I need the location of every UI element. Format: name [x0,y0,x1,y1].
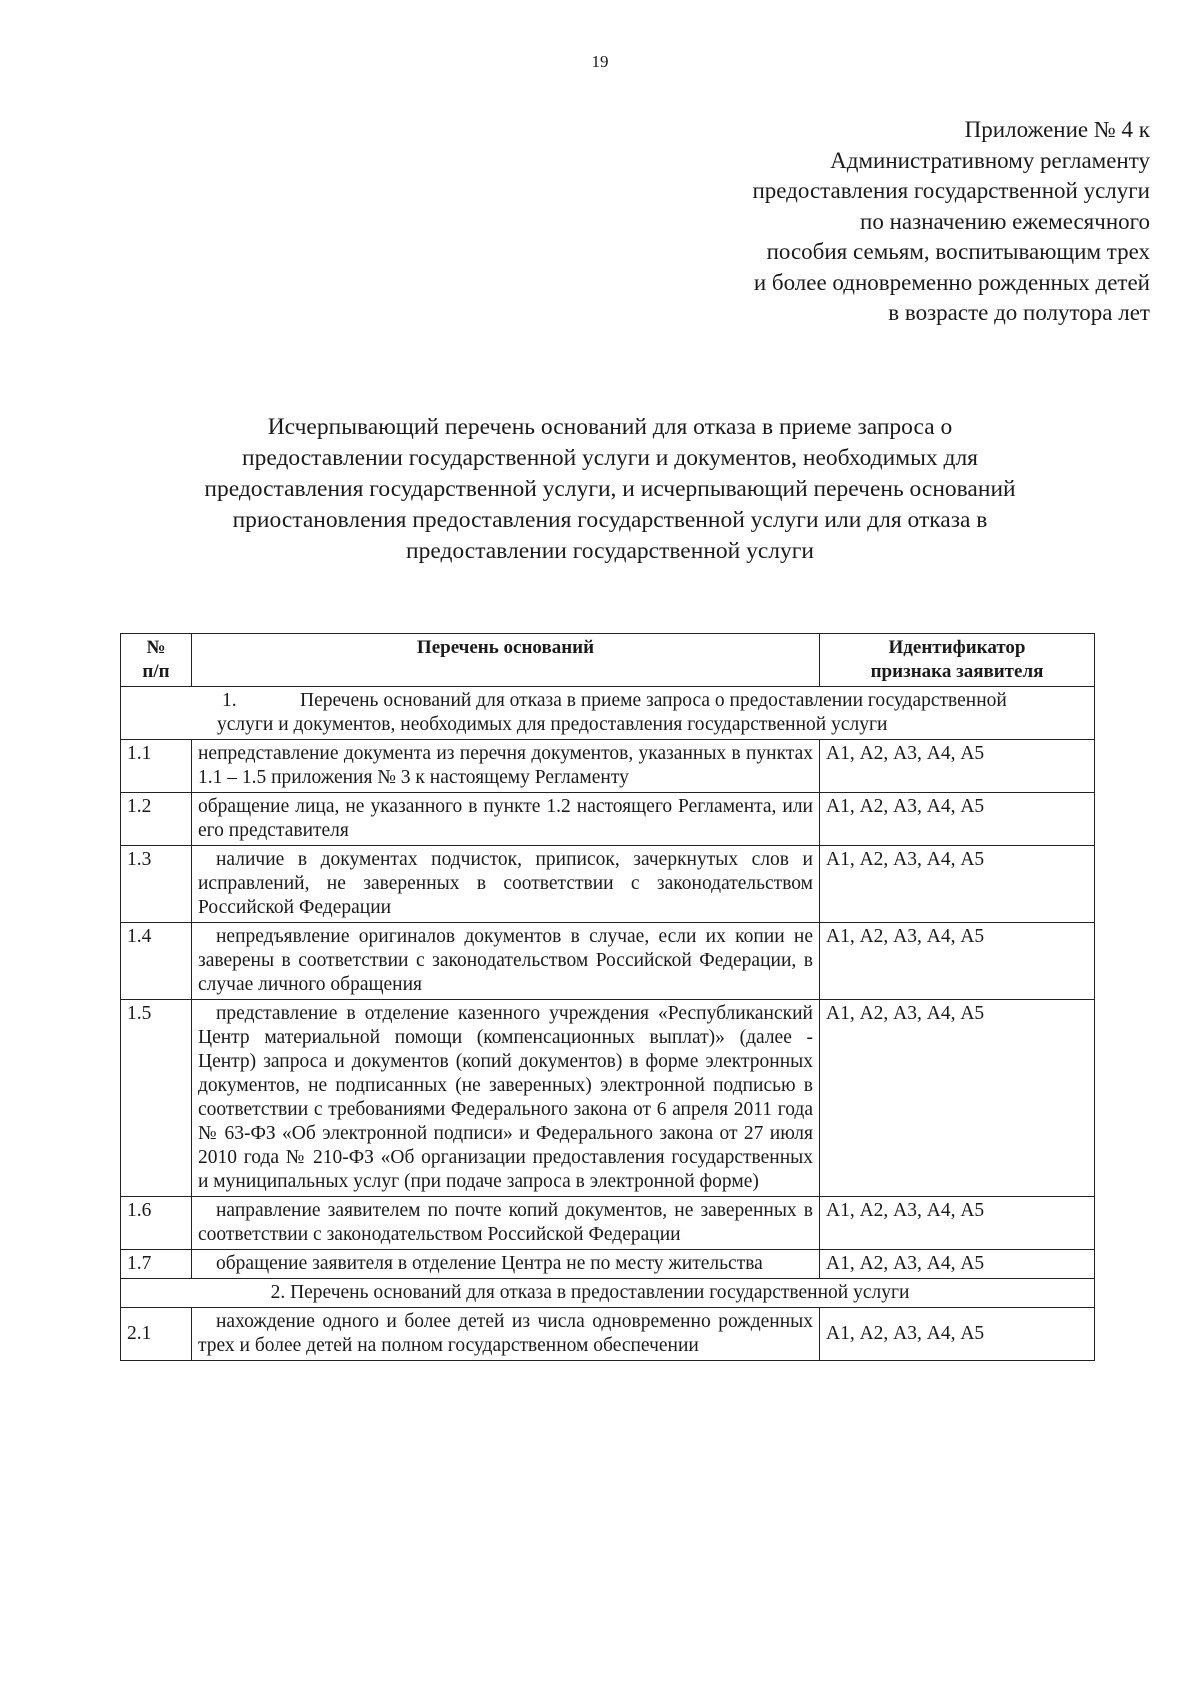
title-line: предоставлении государственной услуги [406,538,814,564]
row-identifier: А1, А2, А3, А4, А5 [820,1000,1095,1197]
appendix-line: Приложение № 4 к [964,117,1150,142]
section-1-title [121,687,1095,740]
row-number: 1.4 [121,923,192,1000]
row-reason: представление в отделение казенного учреждения «Республиканский Центр материальной помощи (компенсационных выплат)» (далее - Центр) запроса и документов (копий документов) в форме электронных документов, не подписанных (не заверенных) электронной подписью в соответствии с требованиями Федерального закона от 6 апреля 2011 года № 63-ФЗ «Об электронной подписи» и Федерального закона от 27 июля 2010 года № 210-ФЗ «Об организации предоставления государственных и муниципальных услуг (при подаче запроса в электронной форме) [192,1000,820,1197]
row-reason: нахождение одного и более детей из числа одновременно рожденных трех и более детей на полном государственном обеспечении [192,1308,820,1361]
header-identifier [820,634,1095,687]
document-title [120,412,1100,567]
header-reasons: Перечень оснований [192,634,820,687]
appendix-heading [590,115,1150,329]
section-1-title-line2: услуги и документов, необходимых для предоставления государственной услуги [217,714,888,735]
row-number: 1.2 [121,793,192,846]
section-1-first-line [127,689,1088,713]
table-row [121,793,1095,846]
row-number: 1.1 [121,740,192,793]
section-2-title [121,1279,1095,1308]
header-number-line1: № [146,637,166,658]
row-identifier: А1, А2, А3, А4, А5 [820,846,1095,923]
header-number-line2: п/п [142,661,170,682]
table-row [121,1308,1095,1361]
table-header-row [121,634,1095,687]
section-row [121,1279,1095,1308]
header-identifier-line2: признака заявителя [870,661,1044,682]
table-row [121,1197,1095,1250]
appendix-line: в возрасте до полутора лет [888,300,1150,325]
row-number: 1.7 [121,1250,192,1279]
section-1-number: 1. [222,690,237,711]
row-number: 2.1 [121,1308,192,1361]
appendix-line: пособия семьям, воспитывающим трех [766,239,1150,264]
row-identifier: А1, А2, А3, А4, А5 [820,793,1095,846]
title-line: приостановления предоставления государственной услуги или для отказа в [232,507,988,533]
row-number: 1.5 [121,1000,192,1197]
row-reason: наличие в документах подчисток, приписок, зачеркнутых слов и исправлений, не заверенных в соответствии с законодательством Российской Федерации [192,846,820,923]
table-row [121,923,1095,1000]
section-1-title-line1: Перечень оснований для отказа в приеме запроса о предоставлении государственной [300,690,1007,711]
row-reason: непредставление документа из перечня документов, указанных в пунктах 1.1 – 1.5 приложения № 3 к настоящему Регламенту [192,740,820,793]
table-row [121,846,1095,923]
title-line: предоставления государственной услуги, и исчерпывающий перечень оснований [204,476,1016,502]
table-row [121,1250,1095,1279]
appendix-line: и более одновременно рожденных детей [753,269,1150,295]
reasons-table [120,633,1095,1361]
header-identifier-line1: Идентификатор [888,637,1026,658]
row-reason: обращение заявителя в отделение Центра не по месту жительства [192,1250,820,1279]
row-identifier: А1, А2, А3, А4, А5 [820,740,1095,793]
page-number: 19 [591,52,609,71]
section-2-title-text: 2. Перечень оснований для отказа в предоставлении государственной услуги [270,1282,910,1303]
header-number [121,634,192,687]
table-row [121,740,1095,793]
section-row [121,687,1095,740]
row-number: 1.3 [121,846,192,923]
row-identifier: А1, А2, А3, А4, А5 [820,1250,1095,1279]
appendix-line: предоставления государственной услуги [752,178,1150,203]
title-line: предоставлении государственной услуги и документов, необходимых для [242,445,978,471]
row-reason: непредъявление оригиналов документов в случае, если их копии не заверены в соответствии с законодательством Российской Федерации, в случае личного обращения [192,923,820,1000]
table-row [121,1000,1095,1197]
row-reason: обращение лица, не указанного в пункте 1.2 настоящего Регламента, или его представителя [192,793,820,846]
row-reason: направление заявителем по почте копий документов, не заверенных в соответствии с законодательством Российской Федерации [192,1197,820,1250]
title-line: Исчерпывающий перечень оснований для отказа в приеме запроса о [267,414,953,440]
row-identifier: А1, А2, А3, А4, А5 [820,1308,1095,1361]
row-number: 1.6 [121,1197,192,1250]
appendix-line: по назначению ежемесячного [860,208,1150,234]
appendix-line: Административному регламенту [830,147,1150,173]
row-identifier: А1, А2, А3, А4, А5 [820,1197,1095,1250]
row-identifier: А1, А2, А3, А4, А5 [820,923,1095,1000]
